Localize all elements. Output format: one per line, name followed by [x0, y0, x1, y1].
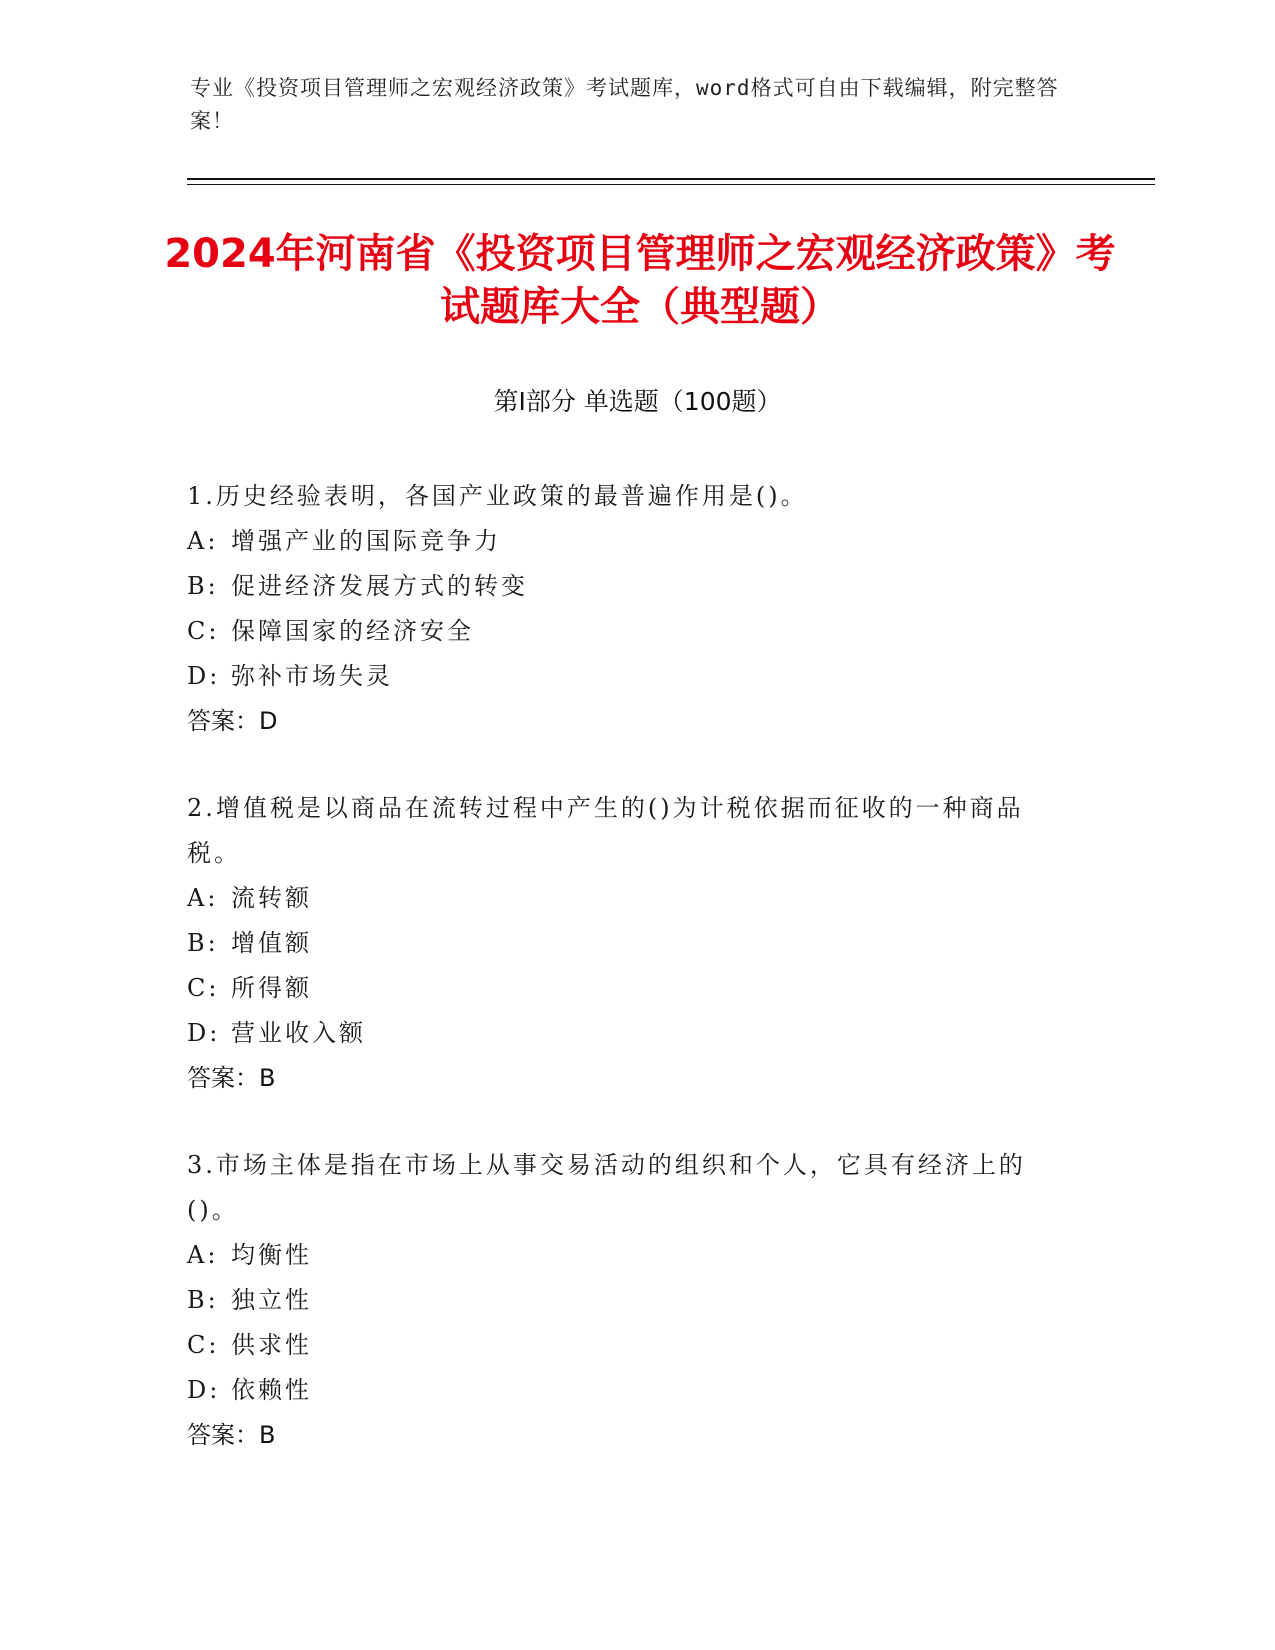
option-a [187, 1233, 1067, 1278]
option-c [187, 966, 1067, 1011]
question-1 [187, 474, 1067, 744]
option-text: 增强产业的国际竞争力 [231, 527, 501, 555]
question-stem: 1.历史经验表明，各国产业政策的最普遍作用是()。 [187, 482, 808, 510]
header-note: 专业《投资项目管理师之宏观经济政策》考试题库，word格式可自由下载编辑，附完整答案！ [190, 76, 1059, 133]
option-letter: B: [187, 1286, 219, 1314]
option-letter: B: [187, 572, 219, 600]
option-text: 增值额 [231, 929, 312, 957]
option-d [187, 1011, 1067, 1056]
option-text: 独立性 [231, 1286, 312, 1314]
option-text: 均衡性 [231, 1241, 312, 1269]
option-letter: C: [187, 1331, 220, 1359]
header-divider-thick [187, 178, 1155, 180]
option-d [187, 654, 1067, 699]
option-b [187, 921, 1067, 966]
option-letter: D: [187, 662, 221, 690]
question-stem: 3.市场主体是指在市场上从事交易活动的组织和个人，它具有经济上的()。 [187, 1151, 1026, 1224]
document-title: 2024年河南省《投资项目管理师之宏观经济政策》考试题库大全（典型题） [164, 231, 1116, 330]
option-text: 所得额 [231, 974, 312, 1002]
option-text: 营业收入额 [231, 1019, 366, 1047]
option-a [187, 519, 1067, 564]
option-b [187, 564, 1067, 609]
option-c [187, 609, 1067, 654]
option-text: 依赖性 [231, 1376, 312, 1404]
option-a [187, 876, 1067, 921]
answer-line: 答案：B [187, 1064, 276, 1092]
question-3 [187, 1143, 1067, 1458]
option-letter: C: [187, 974, 220, 1002]
option-text: 供求性 [231, 1331, 312, 1359]
option-d [187, 1368, 1067, 1413]
option-letter: B: [187, 929, 219, 957]
option-letter: D: [187, 1019, 221, 1047]
question-stem: 2.增值税是以商品在流转过程中产生的()为计税依据而征收的一种商品税。 [187, 794, 1024, 867]
option-text: 保障国家的经济安全 [231, 617, 474, 645]
option-letter: D: [187, 1376, 221, 1404]
answer-line: 答案：D [187, 707, 278, 735]
answer-line: 答案：B [187, 1421, 276, 1449]
question-2 [187, 786, 1067, 1101]
option-c [187, 1323, 1067, 1368]
option-letter: A: [187, 527, 219, 555]
option-text: 流转额 [231, 884, 312, 912]
option-b [187, 1278, 1067, 1323]
section-title: 第I部分 单选题（100题） [493, 387, 782, 416]
option-text: 弥补市场失灵 [231, 662, 393, 690]
option-text: 促进经济发展方式的转变 [231, 572, 528, 600]
option-letter: A: [187, 884, 219, 912]
header-divider-thin [187, 184, 1155, 185]
option-letter: C: [187, 617, 220, 645]
question-list [187, 474, 1067, 1500]
option-letter: A: [187, 1241, 219, 1269]
